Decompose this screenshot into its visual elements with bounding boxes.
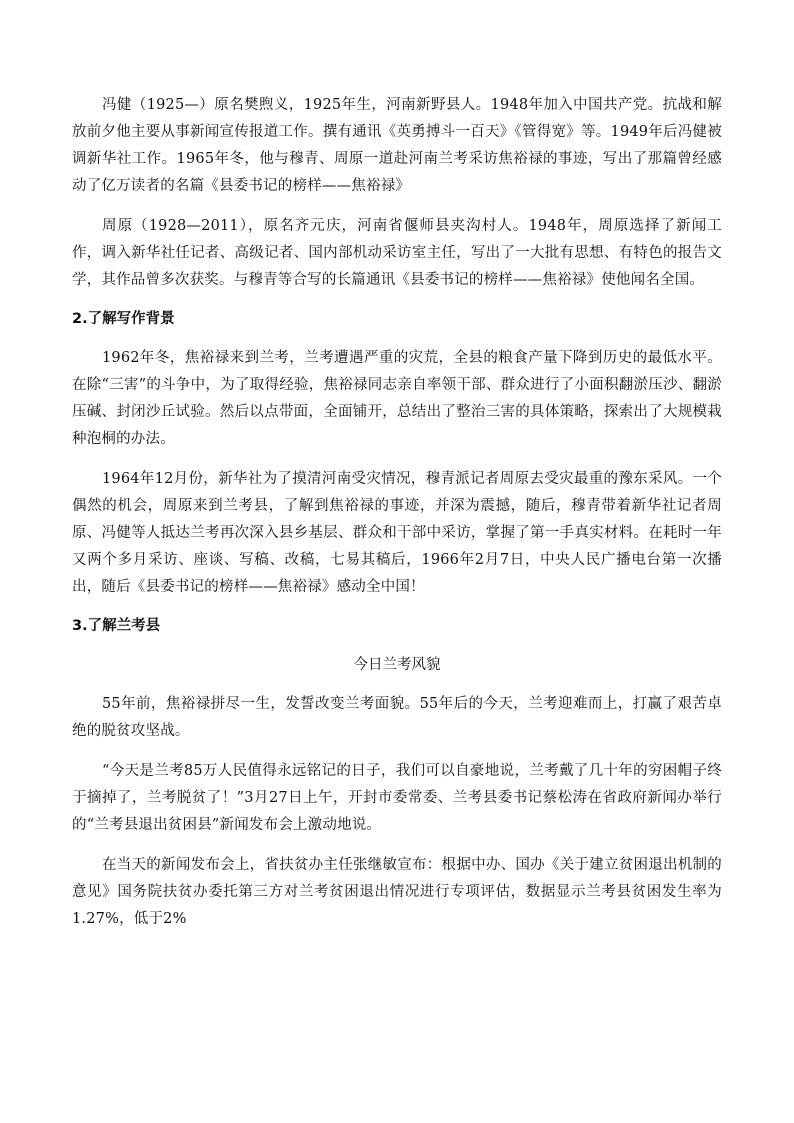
- article-title: 今日兰考风貌: [353, 657, 441, 673]
- document-page: [72, 92, 722, 933]
- paragraph-press-conference: 在当天的新闻发布会上，省扶贫办主任张继敏宣布：根据中办、国办《关于建立贫困退出机制的意见》国务院扶贫办委托第三方对兰考贫困退出情况进行专项评估，数据显示兰考县贫困发生率为1.27%，低于2%: [72, 857, 722, 927]
- paragraph-1962: 1962年冬，焦裕禄来到兰考，兰考遭遇严重的灾荒，全县的粮食产量下降到历史的最低水平。在除“三害”的斗争中，为了取得经验，焦裕禄同志亲自率领干部、群众进行了小面积翻淤压沙、翻淤压碱、封闭沙丘试验。然后以点带面，全面铺开，总结出了整治三害的具体策略，探索出了大规模栽种泡桐的办法。: [72, 350, 722, 447]
- section-heading-background: 2.了解写作背景: [72, 311, 175, 327]
- paragraph-zhou-yuan: 周原（1928—2011），原名齐元庆，河南省偃师县夹沟村人。1948年，周原选择了新闻工作，调入新华社任记者、高级记者、国内部机动采访室主任，写出了一大批有思想、有特色的报告文学，其作品曾多次获奖。与穆青等合写的长篇通讯《县委书记的榜样——焦裕禄》使他闻名全国。: [72, 218, 722, 288]
- section-heading-lankao: 3.了解兰考县: [72, 618, 161, 634]
- paragraph-feng-jian: 冯健（1925—）原名樊煦义，1925年生，河南新野县人。1948年加入中国共产党。抗战和解放前夕他主要从事新闻宣传报道工作。撰有通讯《英勇搏斗一百天》《管得宽》等。1949年后冯健被调新华社工作。1965年冬，他与穆青、周原一道赴河南兰考采访焦裕禄的事迹，写出了那篇曾经感动了亿万读者的名篇《县委书记的榜样——焦裕禄》: [72, 97, 722, 194]
- paragraph-1964: 1964年12月份，新华社为了摸清河南受灾情况，穆青派记者周原去受灾最重的豫东采风。一个偶然的机会，周原来到兰考县，了解到焦裕禄的事迹，并深为震撼，随后，穆青带着新华社记者周原、冯健等人抵达兰考再次深入县乡基层、群众和干部中采访，掌握了第一手真实材料。在耗时一年又两个多月采访、座谈、写稿、改稿，七易其稿后，1966年2月7日，中央人民广播电台第一次播出，随后《县委书记的榜样——焦裕禄》感动全中国！: [72, 471, 722, 595]
- paragraph-quote: “今天是兰考85万人民值得永远铭记的日子，我们可以自豪地说，兰考戴了几十年的穷困帽子终于摘掉了，兰考脱贫了！”3月27日上午，开封市委常委、兰考县委书记蔡松涛在省政府新闻办举行的“兰考县退出贫困县”新闻发布会上激动地说。: [72, 763, 722, 833]
- paragraph-55-years: 55年前，焦裕禄拼尽一生，发誓改变兰考面貌。55年后的今天，兰考迎难而上，打赢了艰苦卓绝的脱贫攻坚战。: [72, 696, 722, 739]
